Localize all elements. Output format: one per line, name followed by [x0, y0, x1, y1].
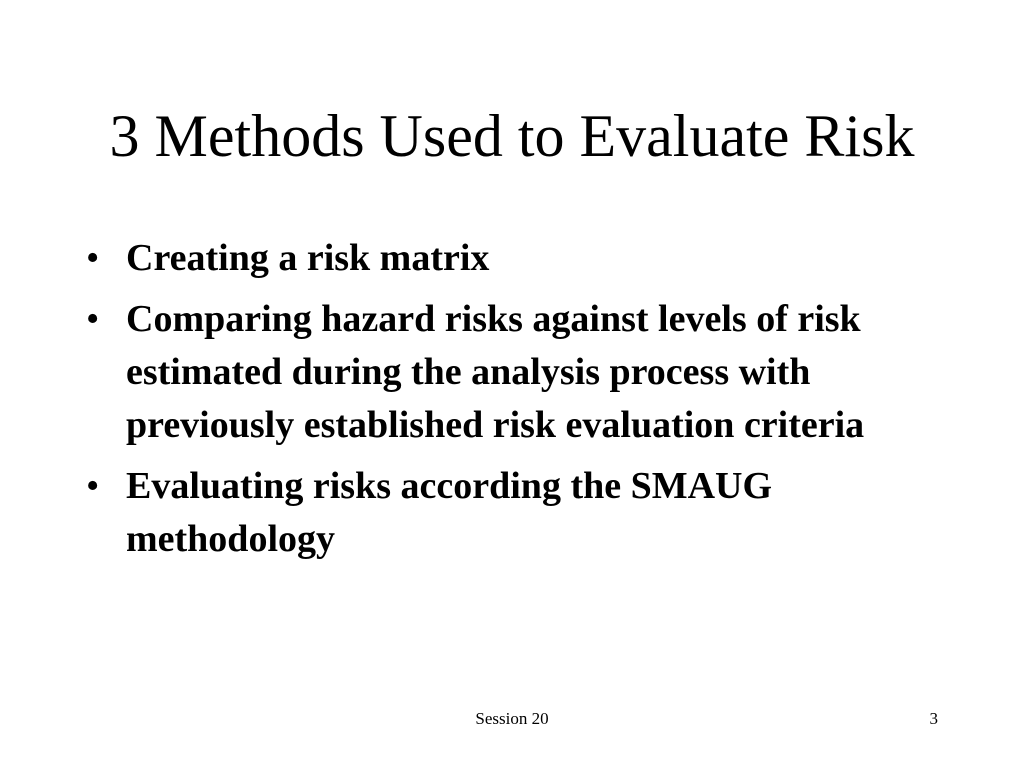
- bullet-text: Evaluating risks according the SMAUG methodology: [126, 465, 773, 560]
- bullet-marker: •: [86, 237, 100, 279]
- bullet-text: Creating a risk matrix: [126, 237, 490, 279]
- bullet-text: Comparing hazard risks against levels of risk estimated during the analysis process with previously established risk evaluation criteria: [126, 298, 865, 446]
- footer-session-label: Session 20: [475, 709, 549, 728]
- bullet-marker: •: [86, 298, 100, 340]
- bullet-marker: •: [86, 465, 100, 507]
- bullet-item: [86, 460, 966, 566]
- slide-title: 3 Methods Used to Evaluate Risk: [109, 103, 915, 169]
- bullet-item: [86, 232, 966, 285]
- bullet-item: [86, 293, 966, 452]
- footer-page-number: 3: [929, 709, 938, 728]
- bullet-list: [86, 232, 966, 574]
